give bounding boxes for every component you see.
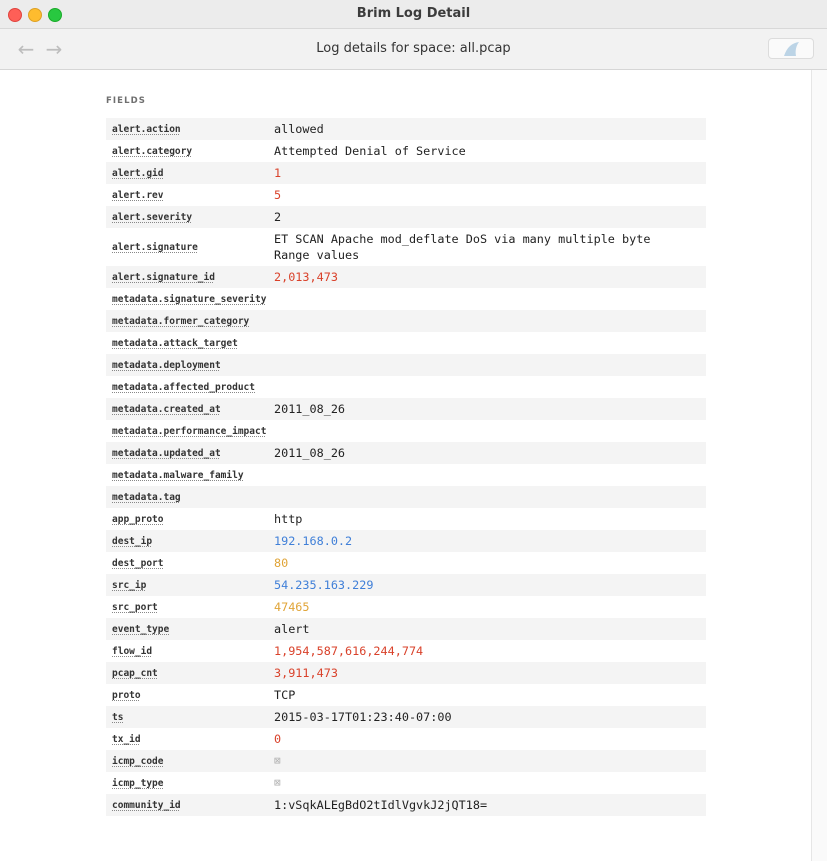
field-name[interactable]: metadata.affected_product	[112, 381, 255, 393]
field-name[interactable]: metadata.created_at	[112, 403, 221, 415]
field-name[interactable]: metadata.attack_target	[112, 337, 238, 349]
field-name[interactable]: app_proto	[112, 513, 164, 525]
field-name[interactable]: alert.severity	[112, 211, 193, 223]
brim-shark-fin-button[interactable]	[768, 38, 814, 59]
field-value[interactable]: 5	[274, 188, 282, 202]
field-name[interactable]: alert.rev	[112, 189, 164, 201]
field-value[interactable]: 1	[274, 166, 282, 180]
field-name[interactable]: alert.action	[112, 123, 181, 135]
field-value[interactable]: allowed	[274, 122, 324, 136]
field-name[interactable]: src_port	[112, 601, 158, 613]
field-name[interactable]: ts	[112, 711, 124, 723]
field-row[interactable]	[106, 750, 706, 772]
field-name[interactable]: metadata.updated_at	[112, 447, 221, 459]
field-name[interactable]: flow_id	[112, 645, 153, 657]
field-name[interactable]: metadata.tag	[112, 491, 181, 503]
field-name[interactable]: metadata.malware_family	[112, 469, 244, 481]
field-value[interactable]: 2015-03-17T01:23:40-07:00	[274, 710, 452, 724]
field-row[interactable]	[106, 376, 706, 398]
field-row[interactable]	[106, 266, 706, 288]
field-row[interactable]	[106, 706, 706, 728]
field-row[interactable]	[106, 640, 706, 662]
field-value[interactable]: TCP	[274, 688, 296, 702]
toolbar	[0, 29, 827, 70]
field-name[interactable]: proto	[112, 689, 141, 701]
field-name[interactable]: metadata.performance_impact	[112, 425, 267, 437]
field-row[interactable]	[106, 574, 706, 596]
field-value[interactable]: 2011_08_26	[274, 446, 346, 460]
window-title: Brim Log Detail	[356, 6, 471, 21]
section-title-fields: FIELDS	[106, 96, 146, 106]
field-row[interactable]	[106, 140, 706, 162]
back-arrow-icon[interactable]: ←	[17, 37, 35, 61]
field-value[interactable]: 80	[274, 556, 289, 570]
field-value[interactable]: ET SCAN Apache mod_deflate DoS via many multiple byte Range values	[274, 232, 651, 262]
field-row[interactable]	[106, 464, 706, 486]
field-row[interactable]	[106, 118, 706, 140]
fields-table	[106, 118, 706, 816]
field-row[interactable]	[106, 772, 706, 794]
field-row[interactable]	[106, 508, 706, 530]
field-row[interactable]	[106, 728, 706, 750]
field-value[interactable]: Attempted Denial of Service	[274, 144, 466, 158]
field-value[interactable]: alert	[274, 622, 310, 636]
null-value-icon[interactable]: ⊠	[274, 776, 281, 789]
field-name[interactable]: metadata.deployment	[112, 359, 221, 371]
field-row[interactable]	[106, 398, 706, 420]
title-bar	[0, 0, 827, 29]
field-row[interactable]	[106, 552, 706, 574]
field-value[interactable]: 3,911,473	[274, 666, 338, 680]
field-name[interactable]: event_type	[112, 623, 170, 635]
field-value[interactable]: http	[274, 512, 303, 526]
field-name[interactable]: dest_ip	[112, 535, 153, 547]
field-name[interactable]: metadata.former_category	[112, 315, 250, 327]
field-row[interactable]	[106, 184, 706, 206]
field-name[interactable]: community_id	[112, 799, 181, 811]
field-value[interactable]: 54.235.163.229	[274, 578, 374, 592]
field-value[interactable]: 192.168.0.2	[274, 534, 353, 548]
field-value[interactable]: 2,013,473	[274, 270, 338, 284]
field-row[interactable]	[106, 684, 706, 706]
field-row[interactable]	[106, 442, 706, 464]
field-row[interactable]	[106, 310, 706, 332]
log-details-title: Log details for space: all.pcap	[316, 41, 511, 56]
field-row[interactable]	[106, 662, 706, 684]
field-name[interactable]: tx_id	[112, 733, 141, 745]
field-row[interactable]	[106, 420, 706, 442]
null-value-icon[interactable]: ⊠	[274, 754, 281, 767]
field-row[interactable]	[106, 206, 706, 228]
field-name[interactable]: icmp_type	[112, 777, 164, 789]
field-value[interactable]: 1:vSqkALEgBdO2tIdlVgvkJ2jQT18=	[274, 798, 488, 812]
field-name[interactable]: src_ip	[112, 579, 147, 591]
field-name[interactable]: alert.category	[112, 145, 193, 157]
field-value[interactable]: 0	[274, 732, 282, 746]
forward-arrow-icon[interactable]: →	[45, 37, 63, 61]
field-name[interactable]: pcap_cnt	[112, 667, 158, 679]
field-name[interactable]: metadata.signature_severity	[112, 293, 267, 305]
field-row[interactable]	[106, 162, 706, 184]
field-value[interactable]: 1,954,587,616,244,774	[274, 644, 424, 658]
field-value[interactable]: 47465	[274, 600, 310, 614]
field-row[interactable]	[106, 486, 706, 508]
vertical-scrollbar[interactable]	[811, 70, 827, 861]
field-row[interactable]	[106, 530, 706, 552]
shark-fin-icon	[782, 41, 802, 57]
field-name[interactable]: alert.gid	[112, 167, 164, 179]
field-row[interactable]	[106, 596, 706, 618]
field-name[interactable]: dest_port	[112, 557, 164, 569]
field-value[interactable]: 2011_08_26	[274, 402, 346, 416]
field-row[interactable]	[106, 354, 706, 376]
field-row[interactable]	[106, 794, 706, 816]
field-row[interactable]	[106, 332, 706, 354]
log-detail-pane	[0, 70, 811, 861]
field-name[interactable]: alert.signature	[112, 241, 198, 253]
field-name[interactable]: alert.signature_id	[112, 271, 215, 283]
field-row[interactable]	[106, 618, 706, 640]
field-row[interactable]	[106, 288, 706, 310]
field-name[interactable]: icmp_code	[112, 755, 164, 767]
field-row[interactable]	[106, 228, 706, 266]
field-value[interactable]: 2	[274, 210, 282, 224]
